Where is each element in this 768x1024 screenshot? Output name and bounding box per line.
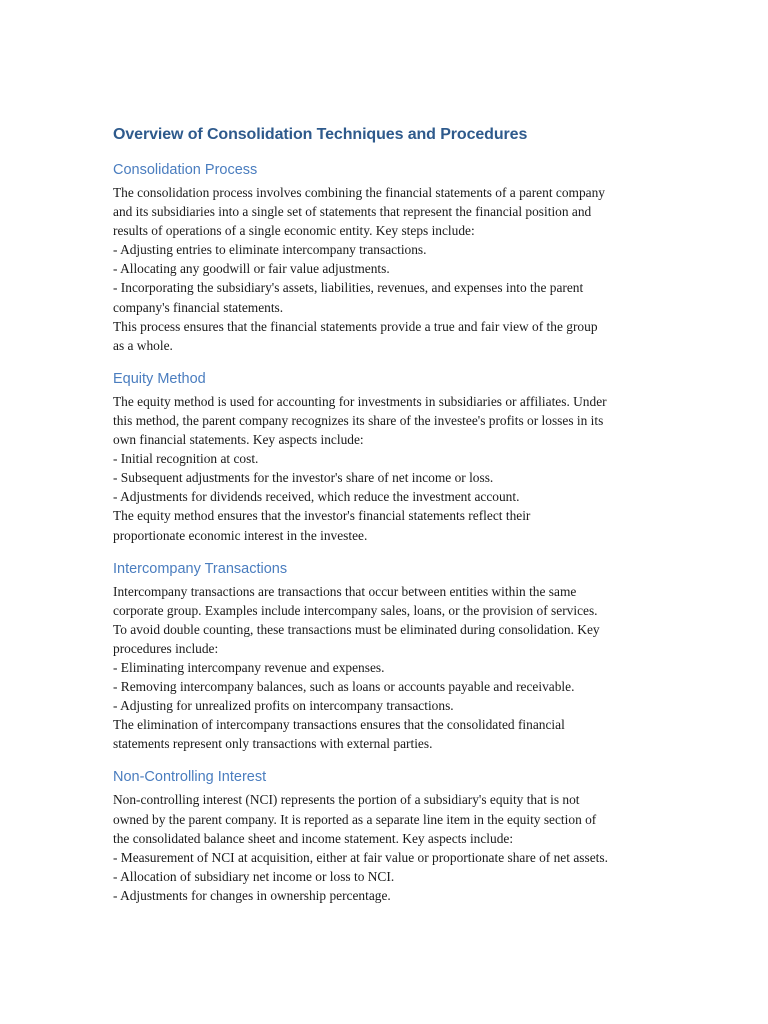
bullet-line: - Allocating any goodwill or fair value adjustments. [113, 261, 390, 277]
body-line: as a whole. [113, 337, 173, 353]
body-line: To avoid double counting, these transactions must be eliminated during consolidation. Key [113, 621, 600, 637]
section-intercompany-transactions [113, 559, 658, 754]
bullet-line: - Adjustments for changes in ownership percentage. [113, 887, 391, 903]
body-line: procedures include: [113, 640, 219, 656]
body-line: Non-controlling interest (NCI) represents the portion of a subsidiary's equity that is not [113, 792, 580, 808]
section-consolidation-process [113, 160, 658, 355]
body-line: The consolidation process involves combining the financial statements of a parent company [113, 185, 605, 200]
bullet-line: - Allocation of subsidiary net income or loss to NCI. [113, 868, 395, 884]
bullet-line: - Adjusting for unrealized profits on intercompany transactions. [113, 698, 454, 714]
section-equity-method [113, 369, 658, 545]
bullet-line: - Subsequent adjustments for the investor's share of net income or loss. [113, 470, 494, 486]
body-line: corporate group. Examples include intercompany sales, loans, or the provision of services. [113, 602, 598, 618]
section-body [113, 790, 658, 905]
bullet-line: - Initial recognition at cost. [113, 451, 259, 467]
section-heading: Equity Method [113, 370, 206, 387]
body-line: owned by the parent company. It is reported as a separate line item in the equity section of [113, 811, 597, 827]
section-body [113, 183, 658, 355]
document-title: Overview of Consolidation Techniques and Procedures [113, 126, 528, 143]
body-line: statements represent only transactions with external parties. [113, 736, 433, 752]
body-line: proportionate economic interest in the investee. [113, 527, 368, 543]
section-body [113, 582, 658, 754]
body-line: this method, the parent company recognizes its share of the investee's profits or losses in its [113, 412, 604, 428]
bullet-line: - Measurement of NCI at acquisition, either at fair value or proportionate share of net assets. [113, 849, 608, 865]
body-line: own financial statements. Key aspects include: [113, 432, 364, 448]
bullet-line: - Adjusting entries to eliminate intercompany transactions. [113, 242, 427, 258]
body-line: company's financial statements. [113, 299, 284, 315]
section-non-controlling-interest [113, 767, 658, 905]
section-heading: Consolidation Process [113, 162, 258, 178]
body-line: Intercompany transactions are transactions that occur between entities within the same [113, 583, 577, 599]
body-line: the consolidated balance sheet and income statement. Key aspects include: [113, 830, 514, 846]
section-body [113, 392, 658, 545]
body-line: The equity method ensures that the investor's financial statements reflect their [113, 508, 531, 524]
body-line: The elimination of intercompany transactions ensures that the consolidated financial [113, 717, 565, 733]
bullet-line: - Adjustments for dividends received, which reduce the investment account. [113, 489, 520, 505]
bullet-line: - Incorporating the subsidiary's assets, liabilities, revenues, and expenses into the parent [113, 280, 584, 296]
body-line: and its subsidiaries into a single set of statements that represent the financial position and [113, 204, 592, 220]
bullet-line: - Eliminating intercompany revenue and expenses. [113, 659, 385, 675]
bullet-line: - Removing intercompany balances, such as loans or accounts payable and receivable. [113, 679, 575, 695]
body-line: The equity method is used for accounting for investments in subsidiaries or affiliates. Under [113, 393, 607, 409]
body-line: This process ensures that the financial statements provide a true and fair view of the group [113, 318, 598, 334]
section-heading: Intercompany Transactions [113, 560, 288, 577]
section-heading: Non-Controlling Interest [113, 769, 267, 786]
document-page [113, 124, 658, 919]
body-line: results of operations of a single economic entity. Key steps include: [113, 223, 475, 239]
